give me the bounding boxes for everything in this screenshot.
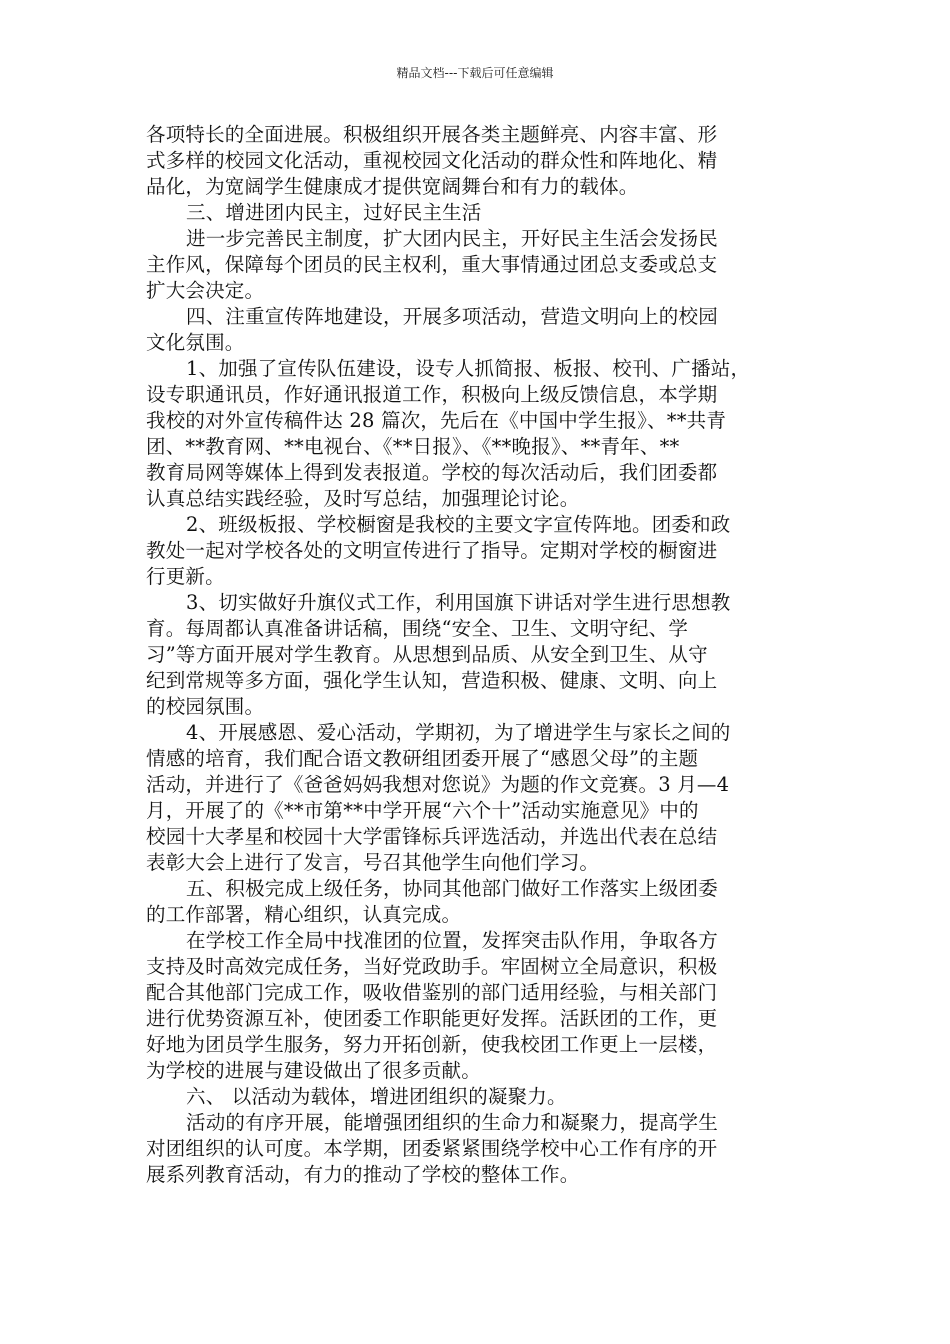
text-line: 认真总结实践经验，及时写总结，加强理论讨论。 (146, 487, 580, 510)
document-body (146, 122, 806, 1188)
text-line: 六、 以活动为载体，增进团组织的凝聚力。 (186, 1085, 567, 1108)
text-line: 活动的有序开展，能增强团组织的生命力和凝聚力，提高学生 (186, 1111, 718, 1134)
text-line: 式多样的校园文化活动，重视校园文化活动的群众性和阵地化、精 (146, 149, 718, 172)
text-line: 4、开展感恩、爱心活动，学期初，为了增进学生与家长之间的 (186, 721, 731, 744)
text-line: 在学校工作全局中找准团的位置，发挥突击队作用，争取各方 (186, 929, 718, 952)
text-line: 表彰大会上进行了发言，号召其他学生向他们学习。 (146, 851, 600, 874)
text-line: 四、注重宣传阵地建设，开展多项活动，营造文明向上的校园 (186, 305, 718, 328)
text-line: 1、加强了宣传队伍建设，设专人抓简报、板报、校刊、广播站， (186, 357, 751, 380)
text-line: 文化氛围。 (146, 331, 245, 354)
text-line: 习”等方面开展对学生教育。从思想到品质、从安全到卫生、从守 (146, 643, 708, 666)
text-line: 校园十大孝星和校园十大学雷锋标兵评选活动，并选出代表在总结 (146, 825, 718, 848)
text-line: 展系列教育活动，有力的推动了学校的整体工作。 (146, 1163, 580, 1186)
text-line: 主作风，保障每个团员的民主权利，重大事情通过团总支委或总支 (146, 253, 718, 276)
text-line: 好地为团员学生服务，努力开拓创新，使我校团工作更上一层楼， (146, 1033, 718, 1056)
text-line: 五、积极完成上级任务，协同其他部门做好工作落实上级团委 (186, 877, 718, 900)
text-line: 2、班级板报、学校橱窗是我校的主要文字宣传阵地。团委和政 (186, 513, 731, 536)
text-line: 纪到常规等多方面，强化学生认知，营造积极、健康、文明、向上 (146, 669, 718, 692)
text-line: 行更新。 (146, 565, 225, 588)
text-line: 团、**教育网、**电视台、《**日报》、《**晚报》、**青年、** (146, 435, 680, 458)
text-line: 品化，为宽阔学生健康成才提供宽阔舞台和有力的载体。 (146, 175, 639, 198)
text-line: 我校的对外宣传稿件达 28 篇次，先后在《中国中学生报》、**共青 (146, 409, 727, 432)
text-line: 情感的培育，我们配合语文教研组团委开展了“感恩父母”的主题 (146, 747, 699, 770)
text-line: 月，开展了的《**市第**中学开展“六个十”活动实施意见》中的 (146, 799, 699, 822)
text-line: 三、增进团内民主，过好民主生活 (186, 201, 482, 224)
text-line: 为学校的进展与建设做出了很多贡献。 (146, 1059, 481, 1082)
text-line: 设专职通讯员，作好通讯报道工作，积极向上级反馈信息，本学期 (146, 383, 718, 406)
text-line: 配合其他部门完成工作，吸收借鉴别的部门适用经验，与相关部门 (146, 981, 718, 1004)
text-line: 活动，并进行了《爸爸妈妈我想对您说》为题的作文竞赛。3 月—4 (146, 773, 730, 796)
text-line: 扩大会决定。 (146, 279, 265, 302)
text-line: 的校园氛围。 (146, 695, 265, 718)
text-line: 进行优势资源互补，使团委工作职能更好发挥。活跃团的工作，更 (146, 1007, 718, 1030)
text-line: 教处一起对学校各处的文明宣传进行了指导。定期对学校的橱窗进 (146, 539, 718, 562)
page-header: 精品文档---下载后可任意编辑 (396, 66, 554, 80)
text-line: 支持及时高效完成任务，当好党政助手。牢固树立全局意识，积极 (146, 955, 718, 978)
text-line: 进一步完善民主制度，扩大团内民主，开好民主生活会发扬民 (186, 227, 718, 250)
text-line: 3、切实做好升旗仪式工作，利用国旗下讲话对学生进行思想教 (186, 591, 731, 614)
text-line: 教育局网等媒体上得到发表报道。学校的每次活动后，我们团委都 (146, 461, 718, 484)
text-line: 各项特长的全面进展。积极组织开展各类主题鲜亮、内容丰富、形 (146, 123, 718, 146)
text-line: 育。每周都认真准备讲话稿，围绕“安全、卫生、文明守纪、学 (146, 617, 689, 640)
text-line: 对团组织的认可度。本学期，团委紧紧围绕学校中心工作有序的开 (146, 1137, 718, 1160)
text-line: 的工作部署，精心组织，认真完成。 (146, 903, 462, 926)
